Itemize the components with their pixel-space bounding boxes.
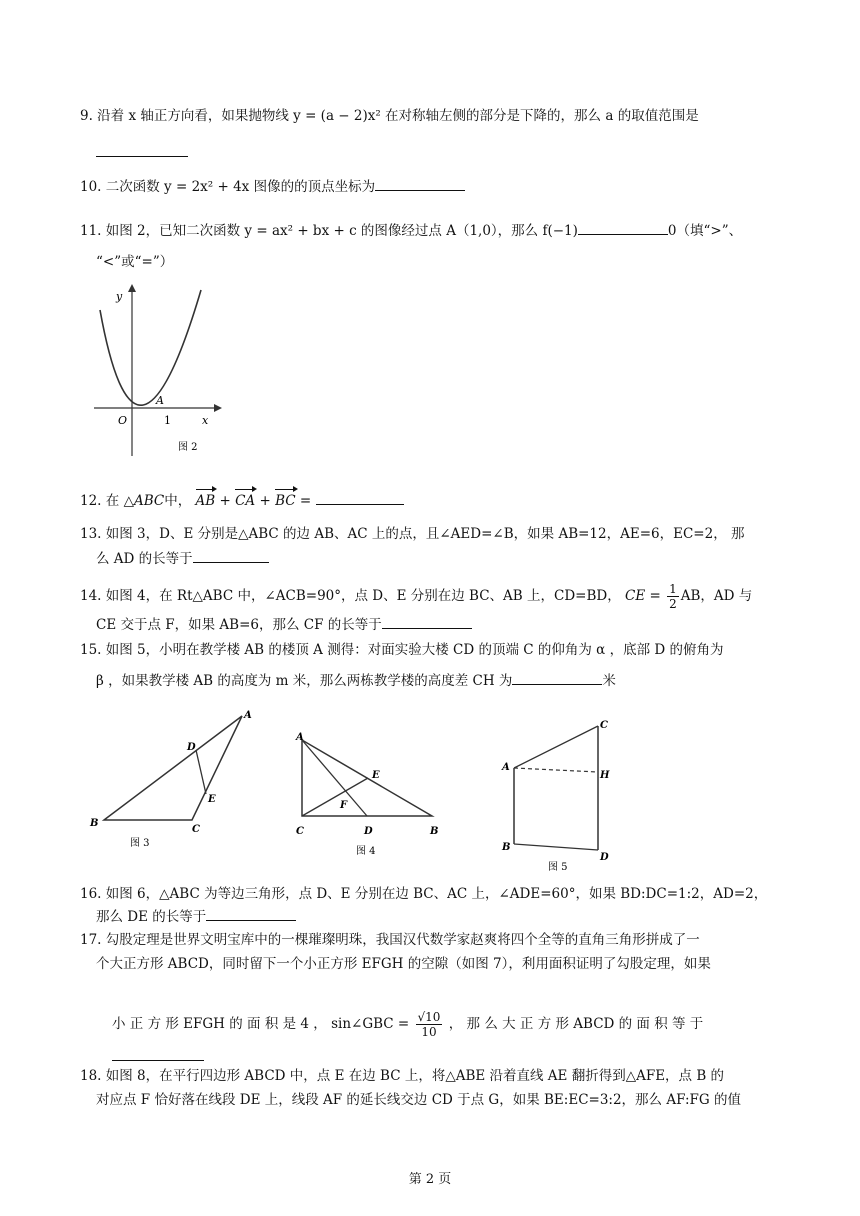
axis-x-label: x bbox=[202, 414, 209, 427]
q16-blank bbox=[206, 906, 296, 921]
vector-ca: CA bbox=[235, 493, 256, 509]
f4-label-b: B bbox=[430, 826, 439, 837]
frac-num: √10 bbox=[417, 1010, 441, 1024]
frac-den: 2 bbox=[669, 597, 677, 611]
q16-line1: 16. 如图 6，△ABC 为等边三角形，点 D、E 分别在边 BC、AC 上，∠ADE=60°，如果 BD:DC=1:2，AD=2， bbox=[80, 886, 768, 902]
q12-prefix: 12. 在 bbox=[80, 493, 120, 509]
q17-text-a: 小 正 方 形 EFGH 的 面 积 是 4 ， sin∠GBC = bbox=[112, 1016, 410, 1032]
q16-line2 bbox=[96, 906, 296, 927]
q14-text: CE 交于点 F，如果 AB=6，那么 CF 的长等于 bbox=[96, 617, 382, 633]
figure-2-caption: 图 2 bbox=[178, 442, 198, 453]
tick-1-label: 1 bbox=[164, 414, 171, 427]
f3-label-c: C bbox=[192, 824, 200, 835]
q14-ce: CE = bbox=[625, 588, 661, 604]
q13-line1: 13. 如图 3，D、E 分别是△ABC 的边 AB、AC 上的点，且∠AED=∠B，如果 AB=12，AE=6，EC=2， 那 bbox=[80, 526, 745, 542]
frac-den: 10 bbox=[421, 1025, 437, 1039]
vector-ab: AB bbox=[195, 493, 216, 509]
q14-line2 bbox=[96, 614, 472, 635]
page-footer: 第 2 页 bbox=[408, 1172, 452, 1187]
q14-text-a: 14. 如图 4，在 Rt△ABC 中，∠ACB=90°，点 D、E 分别在边 BC、AB 上，CD=BD， bbox=[80, 588, 621, 604]
segment-de bbox=[196, 750, 206, 794]
q11-line1 bbox=[80, 220, 742, 241]
f5-label-c: C bbox=[600, 720, 608, 731]
segment-ce bbox=[302, 778, 368, 816]
q13-text: 么 AD 的长等于 bbox=[96, 551, 193, 567]
f3-label-b: B bbox=[90, 818, 99, 829]
q12-mid: 中， bbox=[164, 493, 192, 509]
q15-text: β ，如果教学楼 AB 的高度为 m 米，那么两栋教学楼的高度差 CH 为 bbox=[96, 673, 513, 689]
q12-equals: = bbox=[299, 493, 312, 509]
q15-unit: 米 bbox=[602, 673, 616, 689]
ground-bd bbox=[514, 844, 598, 850]
f3-label-a: A bbox=[244, 710, 252, 721]
q18-line2: 对应点 F 恰好落在线段 DE 上，线段 AF 的延长线交边 CD 于点 G，如果 BE:EC=3:2，那么 AF:FG 的值 bbox=[96, 1092, 741, 1108]
x-axis-arrow bbox=[214, 404, 222, 412]
q14-blank bbox=[382, 614, 472, 629]
f5-label-d: D bbox=[600, 852, 609, 863]
axis-y-label: y bbox=[116, 290, 123, 303]
q14-text-b: AB，AD 与 bbox=[680, 588, 753, 604]
q11-text-b: 0（填“>”、 bbox=[667, 223, 743, 239]
q15-line2 bbox=[96, 670, 616, 691]
frac-num: 1 bbox=[669, 582, 677, 596]
q17-line2: 个大正方形 ABCD，同时留下一个小正方形 EFGH 的空隙（如图 7），利用面积证明了勾股定理，如果 bbox=[96, 956, 711, 972]
line-ah bbox=[514, 768, 598, 772]
q13-line2 bbox=[96, 548, 269, 569]
q17-answer-blank bbox=[112, 1046, 204, 1067]
q12-blank bbox=[316, 490, 404, 505]
f4-label-c: C bbox=[296, 826, 304, 837]
q11-text-a: 11. 如图 2，已知二次函数 y = ax² + bx + c 的图像经过点 A（1,0），那么 f(−1) bbox=[80, 223, 578, 239]
q11-blank bbox=[578, 220, 668, 235]
q17-line3 bbox=[112, 1010, 703, 1039]
point-a-label: A bbox=[156, 394, 164, 407]
origin-label: O bbox=[118, 414, 128, 427]
q16-text: 那么 DE 的长等于 bbox=[96, 909, 207, 925]
q10-text: 10. 二次函数 y = 2x² + 4x 图像的的顶点坐标为 bbox=[80, 179, 376, 195]
f5-label-h: H bbox=[600, 770, 610, 781]
q10-blank bbox=[375, 176, 465, 191]
q17-line1: 17. 勾股定理是世界文明宝库中的一棵璀璨明珠，我国汉代数学家赵爽将四个全等的直角三角形拼成了一 bbox=[80, 932, 700, 948]
q17-text-b: ， 那 么 大 正 方 形 ABCD 的 面 积 等 于 bbox=[448, 1016, 704, 1032]
f5-label-b: B bbox=[502, 842, 511, 853]
q9-answer-blank bbox=[96, 142, 188, 163]
triangle-abc bbox=[104, 716, 242, 820]
q12-triangle: △ABC bbox=[123, 493, 165, 509]
y-axis-arrow bbox=[128, 284, 136, 292]
figure-5 bbox=[496, 714, 636, 874]
q17-fraction bbox=[416, 1010, 443, 1039]
q11-line2: “<”或“=”） bbox=[96, 254, 174, 270]
figure-3 bbox=[84, 706, 264, 856]
segment-ad bbox=[302, 740, 367, 816]
f4-label-d: D bbox=[364, 826, 373, 837]
f5-label-a: A bbox=[502, 762, 510, 773]
figure-4-caption: 图 4 bbox=[356, 846, 376, 857]
f3-label-d: D bbox=[187, 742, 196, 753]
q18-line1: 18. 如图 8，在平行四边形 ABCD 中，点 E 在边 BC 上，将△ABE 沿着直线 AE 翻折得到△AFE，点 B 的 bbox=[80, 1068, 725, 1084]
line-ac bbox=[514, 726, 598, 768]
parabola-curve bbox=[100, 290, 201, 405]
figure-2-parabola bbox=[86, 280, 226, 460]
f4-label-e: E bbox=[372, 770, 380, 781]
q9-line1: 9. 沿着 x 轴正方向看，如果抛物线 y = (a − 2)x² 在对称轴左侧的部分是下降的，那么 a 的取值范围是 bbox=[80, 108, 699, 124]
figure-3-caption: 图 3 bbox=[130, 838, 150, 849]
figure-4 bbox=[292, 730, 452, 864]
f4-label-f: F bbox=[340, 800, 348, 811]
f4-label-a: A bbox=[296, 732, 304, 743]
q14-line1 bbox=[80, 582, 752, 611]
q14-fraction bbox=[667, 582, 679, 611]
q13-blank bbox=[193, 548, 269, 563]
vector-bc: BC bbox=[275, 493, 296, 509]
f3-label-e: E bbox=[208, 794, 216, 805]
q10-line bbox=[80, 176, 465, 197]
q15-blank bbox=[512, 670, 602, 685]
figure-5-caption: 图 5 bbox=[548, 862, 568, 873]
q12-line: 12. 在 △ABC中， AB + CA + BC = bbox=[80, 490, 404, 511]
q15-line1: 15. 如图 5，小明在教学楼 AB 的楼顶 A 测得：对面实验大楼 CD 的顶端 C 的仰角为 α ，底部 D 的俯角为 bbox=[80, 642, 724, 658]
